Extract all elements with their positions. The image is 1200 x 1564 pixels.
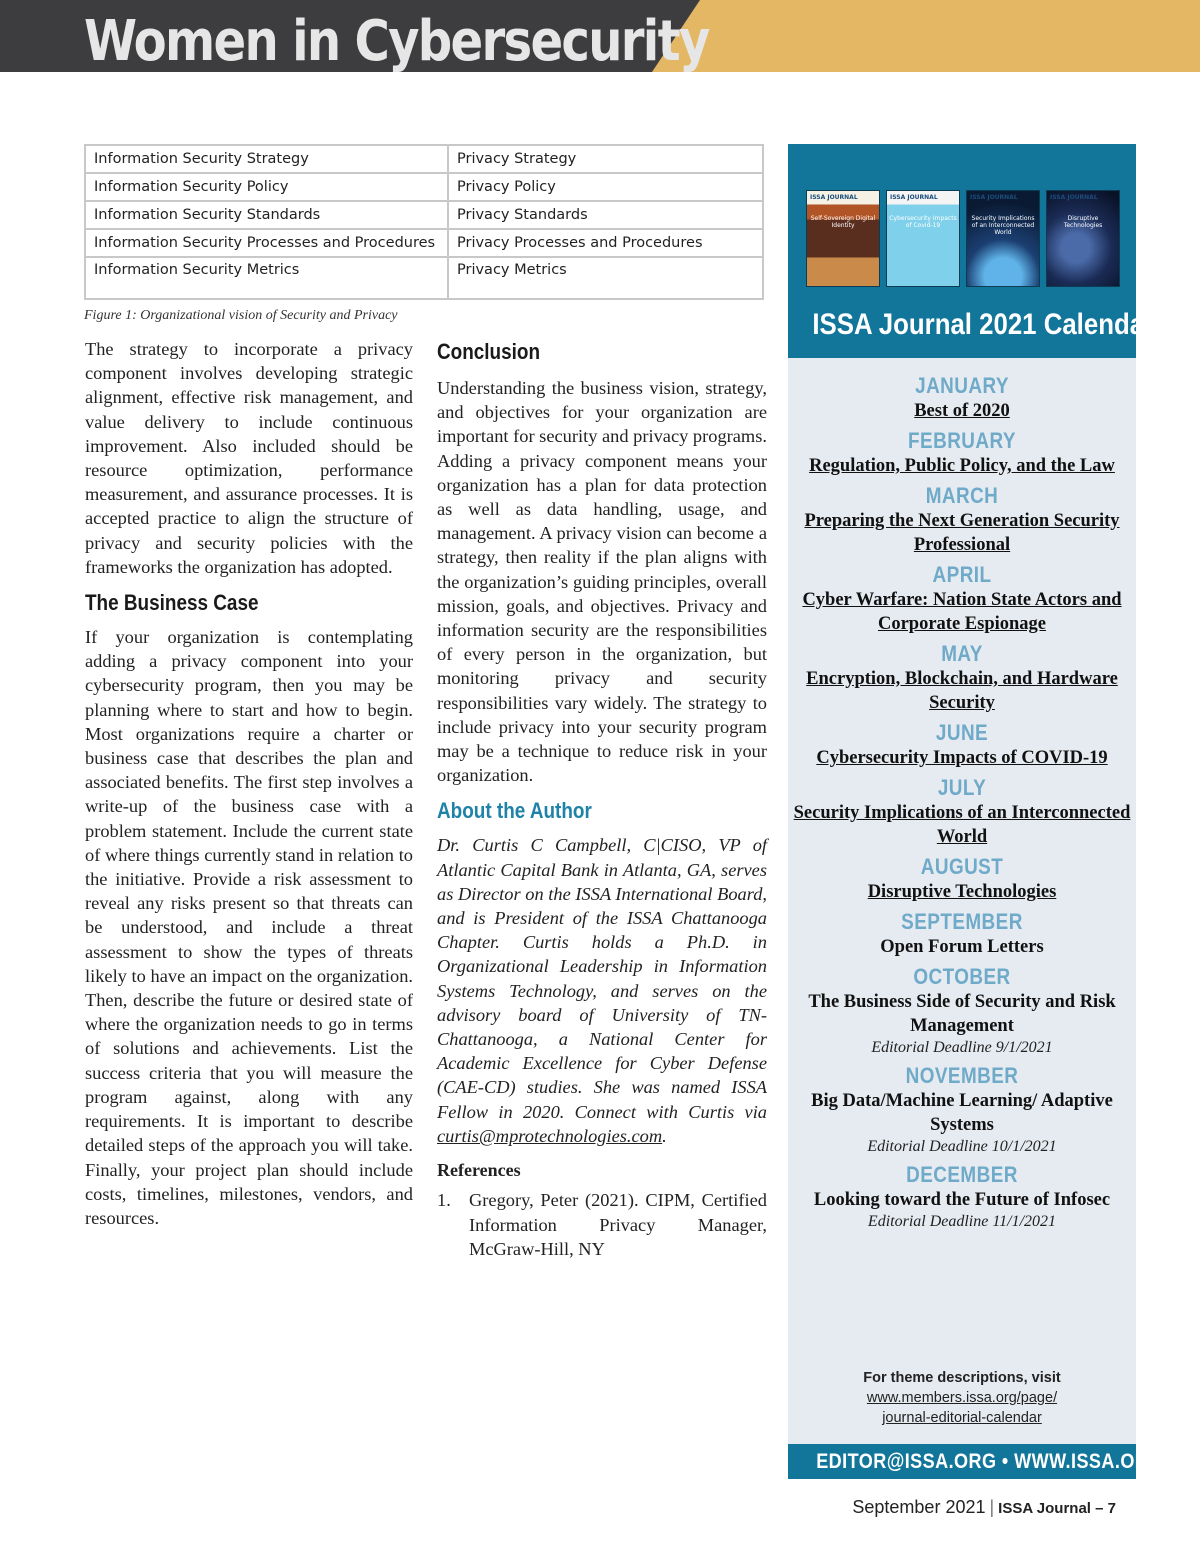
- journal-cover-subtitle: Disruptive Technologies: [1063, 215, 1103, 229]
- journal-cover-label: ISSA JOURNAL: [890, 194, 938, 201]
- figure-row: [85, 229, 763, 257]
- calendar-month: [788, 854, 1136, 904]
- calendar-months: [788, 373, 1136, 1237]
- business-case-heading: The Business Case: [85, 590, 259, 616]
- journal-cover: [806, 190, 880, 287]
- footer-date: September 2021: [852, 1497, 986, 1517]
- month-name: AUGUST: [920, 854, 1004, 879]
- month-theme: Open Forum Letters: [880, 937, 1044, 957]
- month-name: JUNE: [935, 720, 989, 745]
- month-name: JANUARY: [915, 373, 1009, 398]
- reference-item: [437, 1188, 767, 1261]
- month-theme: The Business Side of Security and Risk Management: [808, 992, 1116, 1036]
- month-theme[interactable]: Regulation, Public Policy, and the Law: [809, 456, 1115, 476]
- author-bio-text: Dr. Curtis C Campbell, C|CISO, VP of Atlantic Capital Bank in Atlanta, GA, serves as Director on the ISSA International Board, and is President of the ISSA Chattanooga Chapter. Curtis holds a Ph.D. in Organizational Leadership in Information Systems Technology, and serves on the advisory board of University of TN-Chattanooga, a National Center for Academic Excellence for Cyber Defense (CAE-CD) studies. She was named ISSA Fellow in 2020. Connect with Curtis via: [437, 835, 767, 1122]
- reference-number: 1.: [437, 1190, 451, 1211]
- calendar-month: [788, 562, 1136, 636]
- month-name: OCTOBER: [913, 964, 1011, 989]
- month-name: NOVEMBER: [905, 1063, 1019, 1088]
- middle-column: [437, 338, 767, 1261]
- month-theme: Big Data/Machine Learning/ Adaptive Systems: [811, 1091, 1113, 1135]
- sidebar-footer-text: EDITOR@ISSA.ORG • WWW.ISSA.ORG: [816, 1450, 1163, 1473]
- theme-note-link-1[interactable]: www.members.issa.org/page/: [866, 1390, 1058, 1406]
- figure-caption: Figure 1: Organizational vision of Security and Privacy: [84, 308, 398, 323]
- month-theme[interactable]: Preparing the Next Generation Security Professional: [804, 511, 1120, 555]
- conclusion-heading: Conclusion: [437, 339, 541, 364]
- security-cell: Information Security Strategy: [85, 145, 448, 173]
- sidebar-footer: [788, 1444, 1163, 1479]
- references-heading: References: [437, 1160, 521, 1181]
- calendar-month: [788, 720, 1136, 770]
- month-theme: Looking toward the Future of Infosec: [813, 1190, 1111, 1210]
- security-cell: Information Security Standards: [85, 201, 448, 229]
- references-list: [437, 1188, 767, 1261]
- month-theme[interactable]: Cyber Warfare: Nation State Actors and Corporate Espionage: [802, 590, 1122, 634]
- calendar-month: [788, 1162, 1136, 1232]
- theme-note-text: For theme descriptions, visit: [863, 1370, 1061, 1386]
- author-bio-end: .: [662, 1125, 667, 1146]
- month-name: SEPTEMBER: [901, 909, 1023, 934]
- conclusion-paragraph: Understanding the business vision, strategy, and objectives for your organization are important for security and privacy programs. Adding a privacy component means your organization has a plan for data protection as well as data handling, usage, and management. A privacy vision can become a strategy, then reality if the plan aligns with the organization’s guiding principles, overall mission, goals, and objectives. Privacy and information security are the responsibilities of every person in the organization, but monitoring privacy and security responsibilities vary widely. The strategy to include privacy into your security program may be a technique to reduce risk in your organization.: [437, 378, 767, 786]
- calendar-month: [788, 1063, 1136, 1157]
- journal-cover: [886, 190, 960, 287]
- month-theme[interactable]: Cybersecurity Impacts of COVID-19: [816, 748, 1108, 768]
- intro-paragraph: The strategy to incorporate a privacy component involves developing strategic alignment, effective risk management, and value delivery to include continuous improvement. Also included should be resource optimization, performance measurement, and assurance processes. It is accepted practice to align the structure of privacy and security policies with the frameworks the organization has adopted.: [85, 339, 413, 577]
- privacy-cell: Privacy Metrics: [448, 257, 763, 299]
- month-theme[interactable]: Encryption, Blockchain, and Hardware Security: [806, 669, 1118, 713]
- journal-cover-label: ISSA JOURNAL: [1050, 194, 1098, 201]
- author-bio: [437, 833, 767, 1148]
- calendar-header: [788, 144, 1155, 358]
- calendar-title: ISSA Journal 2021 Calendar: [812, 308, 1155, 341]
- month-theme[interactable]: Disruptive Technologies: [867, 882, 1057, 902]
- month-name: MAY: [941, 641, 983, 666]
- theme-note-link-2[interactable]: journal-editorial-calendar: [882, 1410, 1042, 1426]
- page-footer: September 2021 | ISSA Journal – 7: [852, 1497, 1116, 1517]
- month-name: DECEMBER: [906, 1162, 1018, 1187]
- month-name: FEBRUARY: [908, 428, 1016, 453]
- theme-note: [788, 1368, 1136, 1428]
- month-name: MARCH: [925, 483, 999, 508]
- security-cell: Information Security Processes and Procedures: [85, 229, 448, 257]
- editorial-deadline: Editorial Deadline 9/1/2021: [871, 1039, 1053, 1056]
- author-email-link[interactable]: curtis@mprotechnologies.com: [437, 1125, 663, 1146]
- journal-covers: [806, 190, 1120, 287]
- editorial-deadline: Editorial Deadline 10/1/2021: [867, 1138, 1057, 1155]
- reference-text: Gregory, Peter (2021). CIPM, Certified Information Privacy Manager, McGraw-Hill, NY: [469, 1190, 767, 1259]
- privacy-cell: Privacy Strategy: [448, 145, 763, 173]
- figure-row: [85, 145, 763, 173]
- figure-table: [84, 144, 764, 300]
- footer-journal: ISSA Journal – 7: [998, 1500, 1116, 1517]
- figure-row: [85, 257, 763, 299]
- month-name: APRIL: [932, 562, 992, 587]
- month-theme[interactable]: Security Implications of an Interconnected World: [793, 803, 1131, 847]
- privacy-cell: Privacy Policy: [448, 173, 763, 201]
- calendar-month: [788, 909, 1136, 959]
- business-case-paragraph: If your organization is contemplating adding a privacy component into your cybersecurity program, then you may be planning where to start and how to begin. Most organizations require a charter or business case that describes the plan and associated benefits. The first step involves a write-up of the business case with a problem statement. Include the current state of where things currently stand in relation to the initiative. Provide a risk assessment to reveal any risks present so that threats can be understood, and include a threat assessment to show the types of threats likely to have an impact on the organization. Then, describe the future or desired state of where the organization needs to go in terms of solutions and achievements. List the success criteria that you will measure the program against, along with any requirements. It is important to describe detailed steps of the approach you will take. Finally, your project plan should include costs, timelines, milestones, vendors, and resources.: [85, 627, 413, 1228]
- calendar-month: [788, 483, 1136, 557]
- figure-row: [85, 201, 763, 229]
- security-cell: Information Security Metrics: [85, 257, 448, 299]
- privacy-cell: Privacy Processes and Procedures: [448, 229, 763, 257]
- journal-cover-label: ISSA JOURNAL: [810, 194, 858, 201]
- calendar-month: [788, 373, 1136, 423]
- journal-cover-subtitle: Security Implications of an Interconnected World: [971, 215, 1035, 236]
- journal-cover-subtitle: Cybersecurity Impacts of Covid-19: [889, 215, 957, 229]
- calendar-sidebar: [788, 144, 1163, 1479]
- journal-cover-label: ISSA JOURNAL: [970, 194, 1018, 201]
- editorial-deadline: Editorial Deadline 11/1/2021: [867, 1213, 1057, 1230]
- journal-cover-subtitle: Self-Sovereign Digital Identity: [810, 215, 876, 229]
- calendar-month: [788, 428, 1136, 478]
- page-title: Women in Cybersecurity: [84, 9, 709, 74]
- security-cell: Information Security Policy: [85, 173, 448, 201]
- calendar-month: [788, 775, 1136, 849]
- month-name: JULY: [937, 775, 987, 800]
- left-column: [85, 337, 413, 1230]
- privacy-cell: Privacy Standards: [448, 201, 763, 229]
- month-theme[interactable]: Best of 2020: [914, 401, 1010, 421]
- journal-cover: [966, 190, 1040, 287]
- calendar-month: [788, 641, 1136, 715]
- calendar-month: [788, 964, 1136, 1058]
- about-author-heading: About the Author: [437, 798, 592, 824]
- figure-row: [85, 173, 763, 201]
- journal-cover: [1046, 190, 1120, 287]
